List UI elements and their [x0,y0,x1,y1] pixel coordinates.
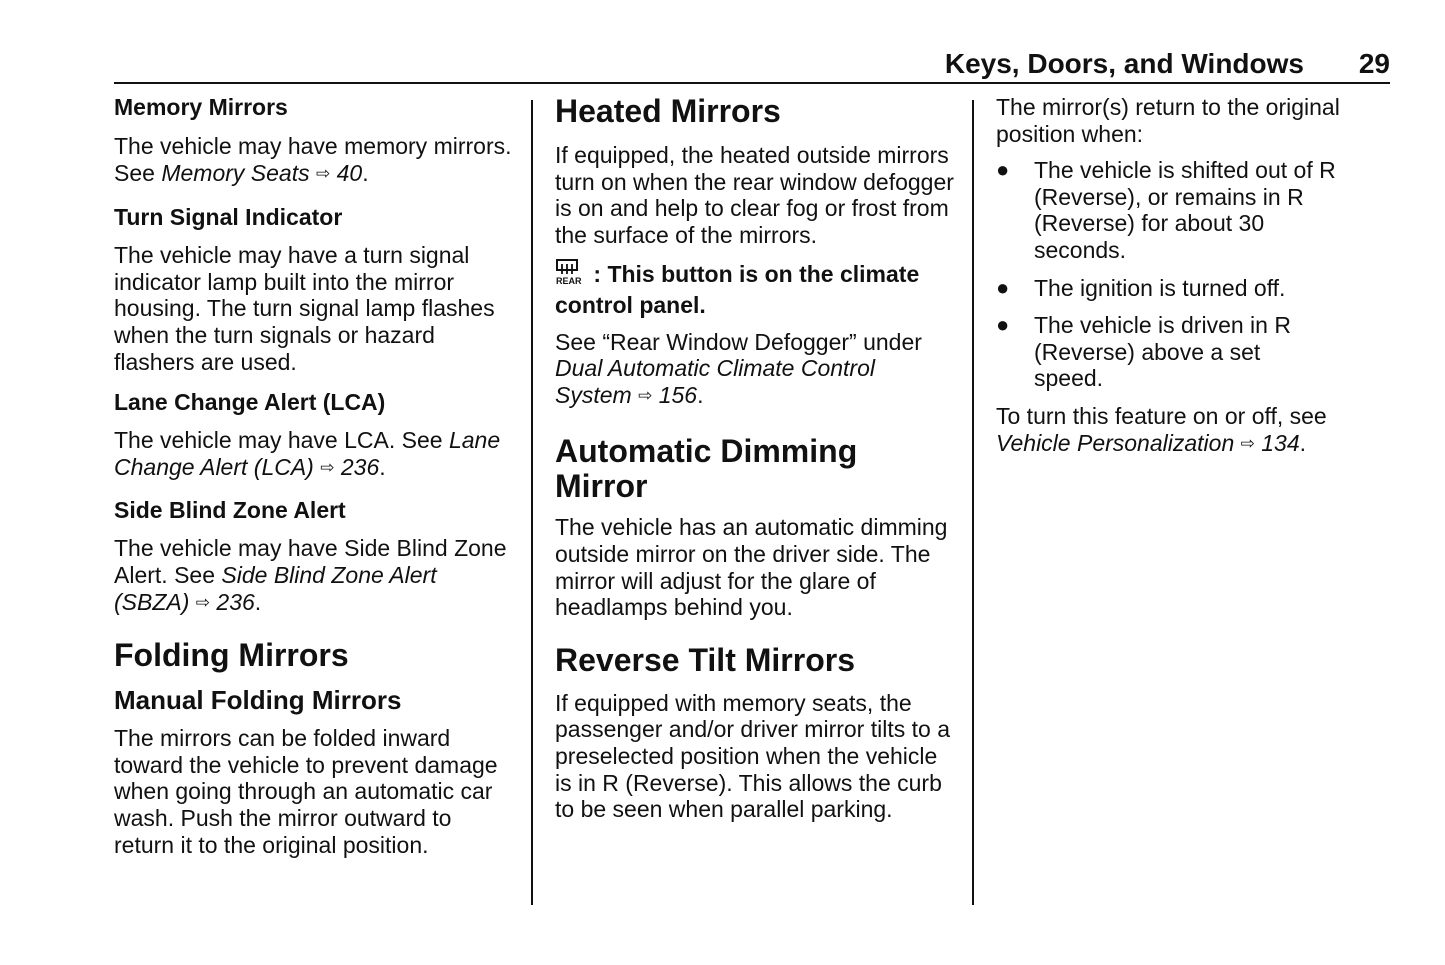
sbza-heading: Side Blind Zone Alert [114,497,346,524]
column-divider [972,100,974,905]
bullet-icon: ● [996,157,1010,183]
see-defogger-text: See “Rear Window Defogger” under Dual Automatic Climate Control System ⇨ 156. [555,328,922,408]
sbza-link[interactable]: Side Blind Zone Alert (SBZA) ⇨ 236 [114,561,437,615]
column-1 [114,94,514,858]
page-number: 29 [1358,48,1390,79]
column-2 [555,94,955,823]
list-item: ● The ignition is turned off. [996,274,1286,301]
folding-mirrors-text: The mirrors can be folded inward toward the vehicle to prevent damage when going through an automatic car wash. Push the mirror outward to return it to the original position. [114,725,498,858]
mirror-return-list [996,157,1391,392]
bullet-icon: ● [996,312,1010,338]
reverse-tilt-heading: Reverse Tilt Mirrors [555,641,855,678]
defogger-button-text: REAR : This button is on the climate control panel. [555,258,955,318]
folding-mirrors-heading: Folding Mirrors [114,637,349,674]
heated-mirrors-text: If equipped, the heated outside mirrors turn on when the rear window defogger is on and help to clear fog or frost from the surface of the mirrors. [555,142,954,248]
reverse-tilt-text: If equipped with memory seats, the passenger and/or driver mirror tilts to a preselected position when the vehicle is in R (Reverse). This allows the curb to be seen when parallel parking. [555,689,950,823]
memory-mirrors-heading: Memory Mirrors [114,94,288,120]
memory-seats-link[interactable]: Memory Seats ⇨ 40 [161,159,363,186]
memory-mirrors-text: The vehicle may have memory mirrors. See Memory Seats ⇨ 40. [114,133,512,186]
page-ref-arrow-icon: ⇨ [315,163,331,183]
mirror-return-intro: The mirror(s) return to the original position when: [996,94,1340,147]
vehicle-personalization-link[interactable]: Vehicle Personalization ⇨ 134 [996,429,1300,456]
column-3 [996,94,1391,459]
column-divider [531,100,533,905]
page-ref-arrow-icon: ⇨ [195,592,211,612]
page-ref-arrow-icon: ⇨ [1240,433,1255,453]
auto-dimming-text: The vehicle has an automatic dimming outside mirror on the driver side. The mirror will adjust for the glare of headlamps behind you. [555,514,948,621]
list-item: ● The vehicle is shifted out of R (Reverse), or remains in R (Reverse) for about 30 seconds. [996,157,1336,263]
svg-text:REAR: REAR [556,276,582,287]
turn-signal-heading: Turn Signal Indicator [114,204,343,231]
lca-heading: Lane Change Alert (LCA) [114,389,386,416]
list-item: ● The vehicle is driven in R (Reverse) above a set speed. [996,312,1291,392]
page-header [114,44,1390,84]
rear-defogger-icon [555,258,583,292]
lca-text: The vehicle may have LCA. See Lane Change Alert (LCA) ⇨ 236. [114,427,501,480]
personalization-text: To turn this feature on or off, see Vehicle Personalization ⇨ 134. [996,402,1327,456]
auto-dimming-heading: Automatic Dimming Mirror [555,433,858,505]
chapter-title: Keys, Doors, and Windows [944,48,1304,79]
manual-folding-heading: Manual Folding Mirrors [114,685,402,716]
lca-link[interactable]: Lane Change Alert (LCA) ⇨ 236 [114,427,501,480]
page-ref-arrow-icon: ⇨ [320,457,335,477]
page-ref-arrow-icon: ⇨ [638,385,653,405]
climate-control-link[interactable]: Dual Automatic Climate Control System ⇨ 156 [555,355,875,408]
turn-signal-text: The vehicle may have a turn signal indicator lamp built into the mirror housing. The turn signal lamp flashes when the turn signals or hazard flashers are used. [114,242,495,375]
bullet-icon: ● [996,274,1010,300]
heated-mirrors-heading: Heated Mirrors [555,93,781,129]
sbza-text: The vehicle may have Side Blind Zone Alert. See Side Blind Zone Alert (SBZA) ⇨ 236. [114,535,507,615]
